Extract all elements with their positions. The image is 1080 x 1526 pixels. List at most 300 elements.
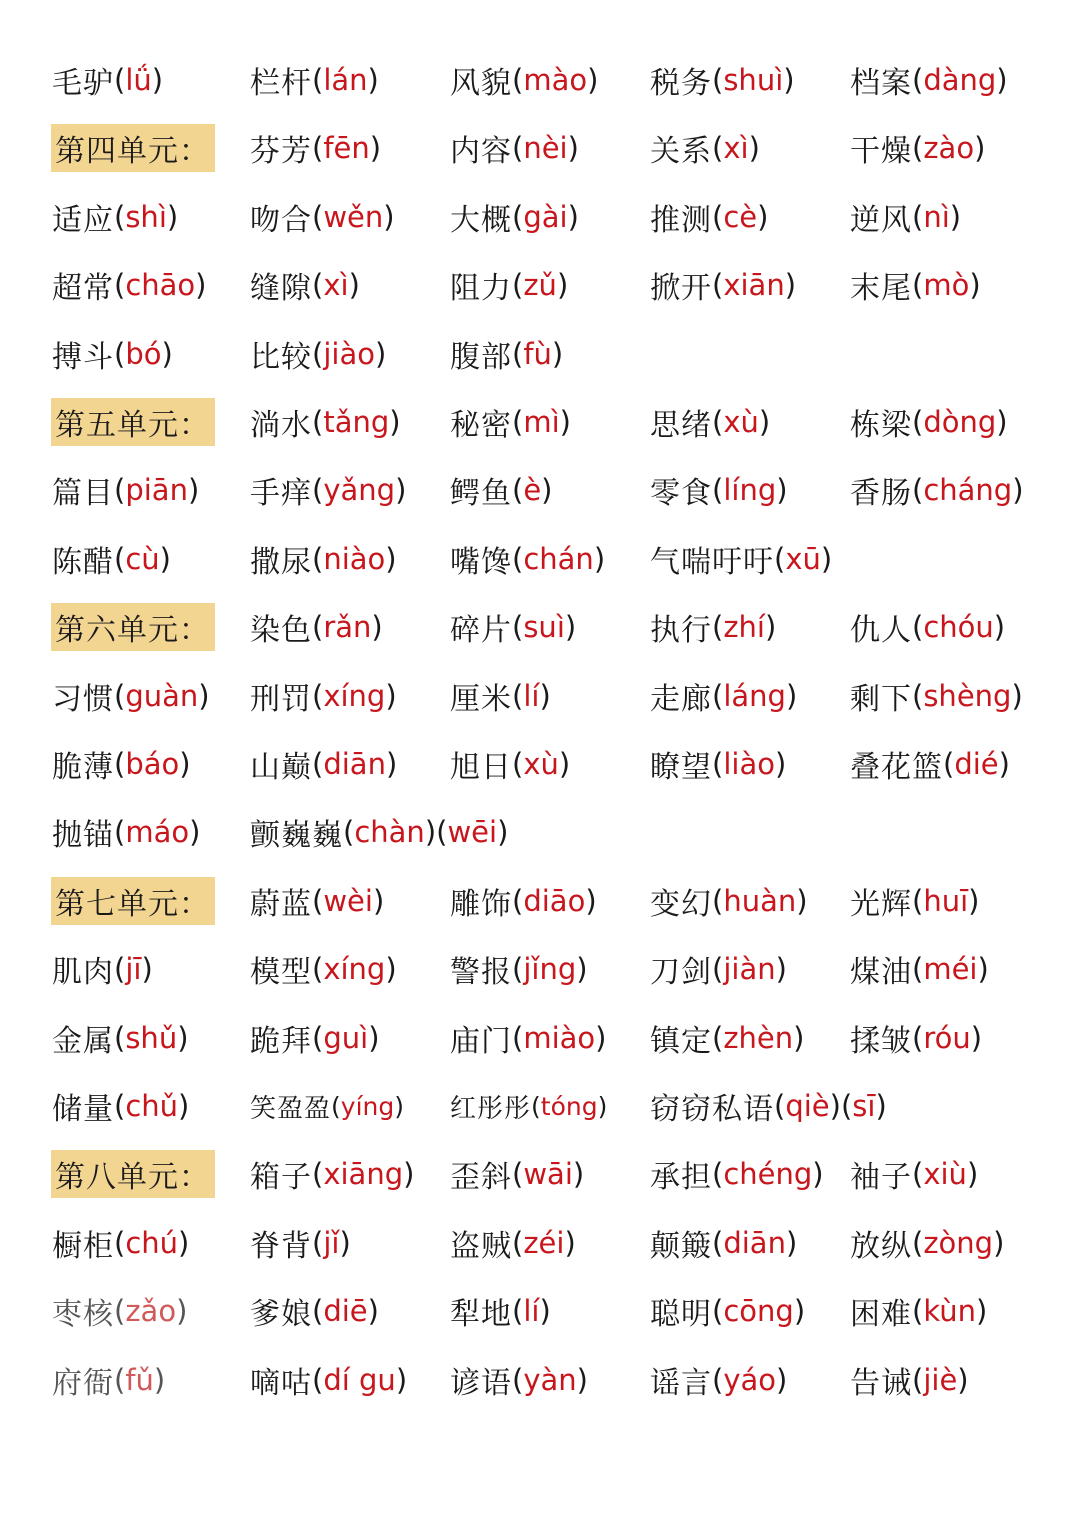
pinyin-reading: piān — [125, 473, 188, 508]
vocab-word: 盗贼 — [450, 1228, 512, 1264]
vocab-item — [250, 324, 386, 384]
open-paren: ( — [512, 678, 524, 713]
vocab-word: 金属 — [52, 1023, 114, 1059]
close-paren: ) — [539, 678, 551, 713]
pinyin-reading: dí gu — [323, 1362, 396, 1397]
vocab-word: 山巅 — [250, 750, 312, 785]
vocab-row — [0, 1281, 1080, 1341]
close-paren: ) — [976, 1294, 988, 1329]
open-paren: ( — [312, 268, 324, 303]
close-paren: ) — [187, 473, 200, 508]
close-paren: ) — [374, 336, 387, 371]
vocab-row — [0, 597, 1080, 657]
vocab-item — [250, 1076, 404, 1136]
vocab-item — [250, 1144, 414, 1204]
open-paren: ( — [712, 473, 724, 508]
close-paren: ) — [558, 747, 571, 781]
vocab-item — [450, 50, 598, 110]
pinyin-reading: fǔ — [125, 1362, 154, 1397]
vocab-row — [0, 1144, 1080, 1204]
open-paren: ( — [312, 678, 324, 713]
vocab-item — [650, 939, 787, 999]
vocab-item — [52, 1076, 189, 1136]
vocab-word: 陈醋 — [52, 544, 114, 580]
open-paren: ( — [512, 405, 524, 439]
vocab-row — [0, 50, 1080, 110]
vocab-word: 掀开 — [650, 271, 712, 307]
close-paren: ) — [161, 336, 173, 371]
close-paren: ) — [576, 952, 588, 987]
close-paren: ) — [977, 952, 989, 987]
vocab-item — [52, 802, 200, 862]
vocab-item — [650, 529, 832, 589]
open-paren: ( — [531, 1091, 541, 1121]
vocab-word: 爹娘 — [250, 1297, 312, 1333]
pinyin-reading: jiàn — [723, 952, 776, 987]
open-paren: ( — [712, 1020, 724, 1055]
vocab-word: 内容 — [450, 134, 512, 170]
close-paren: ) — [153, 1362, 166, 1397]
vocab-item — [250, 734, 397, 794]
pinyin-reading: chāo — [125, 268, 196, 303]
close-paren: ) — [556, 268, 569, 303]
open-paren: ( — [912, 952, 924, 987]
vocab-item — [250, 392, 401, 452]
vocab-item — [650, 1076, 887, 1136]
close-paren: ) — [151, 63, 164, 97]
vocab-word: 零食 — [650, 476, 712, 512]
pinyin-reading: huàn — [723, 883, 797, 918]
open-paren: ( — [312, 883, 324, 918]
close-paren: ) — [1011, 678, 1023, 713]
pinyin-reading: zéi — [523, 1225, 565, 1260]
pinyin-reading: chóu — [923, 610, 994, 645]
open-paren: ( — [312, 63, 324, 97]
open-paren: ( — [312, 1225, 324, 1260]
vocab-word: 橱柜 — [52, 1228, 114, 1264]
close-paren: ) — [189, 815, 201, 850]
close-paren: ) — [389, 405, 401, 439]
open-paren: ( — [712, 1157, 724, 1192]
vocab-item — [52, 187, 178, 247]
vocab-word: 跪拜 — [250, 1023, 312, 1059]
open-paren: ( — [312, 131, 324, 166]
open-paren: ( — [114, 1225, 126, 1260]
pinyin-reading: báo — [125, 747, 180, 781]
unit-heading: 第八单元： — [51, 1150, 215, 1198]
pinyin-reading: liào — [723, 747, 775, 781]
vocab-item — [250, 1213, 351, 1273]
close-paren: ) — [585, 883, 597, 918]
vocab-word: 歪斜 — [450, 1160, 512, 1196]
close-paren: ) — [497, 815, 509, 850]
close-paren: ) — [774, 747, 787, 781]
pinyin-reading: líng — [723, 473, 777, 508]
pinyin-reading: guì — [323, 1020, 369, 1055]
pinyin-reading: gài — [523, 199, 568, 234]
vocab-item — [250, 187, 395, 247]
pinyin-reading: wēi — [447, 815, 498, 850]
open-paren: ( — [343, 815, 355, 850]
close-paren: ) — [758, 405, 771, 439]
vocab-word: 秘密 — [450, 408, 512, 443]
pinyin-reading: chéng — [723, 1157, 813, 1192]
close-paren: ) — [776, 1362, 788, 1397]
open-paren: ( — [512, 952, 524, 987]
pinyin-reading: yáo — [723, 1362, 777, 1397]
open-paren: ( — [114, 1020, 126, 1055]
vocab-item — [650, 1350, 787, 1410]
close-paren: ) — [820, 541, 833, 576]
vocab-word: 香肠 — [850, 476, 912, 512]
pinyin-reading: dàng — [923, 63, 997, 97]
vocab-item — [52, 1350, 165, 1410]
open-paren: ( — [943, 747, 955, 781]
vocab-word: 困难 — [850, 1297, 912, 1333]
vocab-item — [650, 666, 797, 726]
close-paren: ) — [576, 1362, 588, 1397]
open-paren: ( — [512, 1362, 524, 1397]
pinyin-reading: kùn — [923, 1294, 976, 1329]
close-paren: ) — [383, 199, 395, 234]
pinyin-reading: tóng — [540, 1091, 598, 1121]
open-paren: ( — [912, 268, 924, 303]
pinyin-reading: diān — [323, 747, 386, 781]
vocab-item — [450, 118, 579, 178]
vocab-row — [0, 118, 1080, 178]
vocab-item — [850, 118, 985, 178]
open-paren: ( — [114, 678, 126, 713]
vocab-item — [250, 529, 397, 589]
open-paren: ( — [512, 63, 524, 97]
open-paren: ( — [114, 336, 126, 371]
vocab-item — [52, 734, 191, 794]
close-paren: ) — [178, 1089, 190, 1123]
pinyin-reading: yǎng — [323, 473, 396, 508]
close-paren: ) — [141, 952, 153, 987]
vocab-item — [850, 734, 1010, 794]
vocab-row — [0, 802, 1080, 862]
open-paren: ( — [712, 405, 724, 439]
vocab-word: 气喘吁吁 — [650, 544, 774, 580]
vocab-word: 栋梁 — [850, 408, 912, 443]
vocab-word: 刑罚 — [250, 681, 312, 717]
vocab-item — [250, 939, 397, 999]
vocab-item — [850, 1008, 982, 1068]
vocab-word: 逆风 — [850, 202, 912, 238]
vocab-item — [52, 255, 207, 315]
vocab-word: 府衙 — [52, 1365, 114, 1401]
pinyin-reading: xiù — [923, 1157, 967, 1192]
vocab-item — [450, 666, 551, 726]
close-paren: ) — [559, 405, 571, 439]
close-paren: ) — [159, 541, 171, 576]
open-paren: ( — [312, 1157, 324, 1192]
vocab-item — [450, 460, 553, 520]
pinyin-reading: huī — [923, 883, 969, 918]
open-paren: ( — [114, 1294, 126, 1329]
vocab-word: 脆薄 — [52, 750, 114, 785]
pinyin-reading: chán — [523, 541, 594, 576]
pinyin-reading: cè — [723, 199, 758, 234]
vocab-word: 叠花篮 — [850, 750, 943, 785]
close-paren: ) — [793, 1294, 806, 1329]
pinyin-reading: tǎng — [323, 405, 390, 439]
vocab-row — [0, 871, 1080, 931]
vocab-item — [850, 392, 1008, 452]
vocab-item — [450, 255, 568, 315]
close-paren: ) — [784, 268, 797, 303]
vocab-word: 储量 — [52, 1092, 114, 1127]
vocab-item — [650, 1008, 804, 1068]
vocab-item — [650, 255, 796, 315]
close-paren: ) — [541, 473, 553, 508]
open-paren: ( — [114, 1089, 126, 1123]
vocab-word: 笑盈盈 — [250, 1093, 332, 1124]
vocab-row — [0, 187, 1080, 247]
pinyin-reading: nèi — [523, 131, 568, 166]
pinyin-reading: mào — [523, 63, 588, 97]
open-paren: ( — [912, 473, 924, 508]
pinyin-reading: dié — [954, 747, 999, 781]
pinyin-reading: è — [523, 473, 542, 508]
vocab-item — [450, 939, 588, 999]
vocab-word: 嘀咕 — [250, 1365, 312, 1401]
vocab-word: 走廊 — [650, 681, 712, 717]
close-paren: ) — [587, 63, 599, 97]
pinyin-reading: lán — [323, 63, 368, 97]
close-paren: ) — [765, 610, 777, 645]
vocab-row — [0, 1213, 1080, 1273]
open-paren: ( — [712, 1294, 724, 1329]
open-paren: ( — [712, 1225, 724, 1260]
vocab-row — [0, 529, 1080, 589]
open-paren: ( — [512, 473, 524, 508]
open-paren: ( — [114, 63, 126, 97]
open-paren: ( — [114, 747, 126, 781]
close-paren: ) — [595, 1020, 607, 1055]
vocab-word: 煤油 — [850, 955, 912, 991]
pinyin-reading: xíng — [323, 678, 386, 713]
vocab-word: 鳄鱼 — [450, 476, 512, 512]
vocab-item — [250, 871, 384, 931]
pinyin-reading: chǔ — [125, 1089, 179, 1123]
close-paren: ) — [968, 883, 980, 918]
vocab-item — [650, 460, 788, 520]
vocab-word: 嘴馋 — [450, 544, 512, 580]
pinyin-reading: yíng — [340, 1091, 395, 1121]
vocab-item — [52, 50, 163, 110]
close-paren: ) — [394, 1091, 405, 1121]
close-paren: ) — [593, 541, 606, 576]
pinyin-reading: máo — [125, 815, 190, 850]
pinyin-reading: diāo — [523, 883, 586, 918]
vocab-word: 雕饰 — [450, 886, 512, 922]
open-paren: ( — [312, 1362, 324, 1397]
vocab-item — [250, 802, 508, 862]
pinyin-reading: nì — [923, 199, 950, 234]
close-paren: ) — [966, 1157, 979, 1192]
pinyin-reading: chàn — [354, 815, 425, 850]
close-paren: ) — [424, 815, 437, 850]
open-paren: ( — [774, 1089, 786, 1123]
pinyin-reading: jiè — [923, 1362, 958, 1397]
open-paren: ( — [912, 1225, 924, 1260]
close-paren: ) — [572, 1157, 585, 1192]
pinyin-reading: shuì — [723, 63, 784, 97]
vocab-item — [850, 255, 981, 315]
close-paren: ) — [348, 268, 360, 303]
vocab-item — [650, 50, 795, 110]
vocab-item — [450, 1008, 606, 1068]
vocab-item — [250, 597, 383, 657]
open-paren: ( — [712, 1362, 724, 1397]
pinyin-reading: cōng — [723, 1294, 794, 1329]
vocab-word: 比较 — [250, 339, 312, 375]
open-paren: ( — [912, 131, 924, 166]
vocab-word: 芬芳 — [250, 134, 312, 170]
unit-heading: 第六单元： — [51, 603, 215, 651]
vocab-item — [850, 597, 1005, 657]
vocab-item — [650, 392, 770, 452]
vocab-word: 仇人 — [850, 613, 912, 649]
vocab-word: 推测 — [650, 202, 712, 238]
vocab-word: 谣言 — [650, 1365, 712, 1401]
pinyin-reading: lí — [523, 1294, 540, 1329]
pinyin-reading: jǐng — [523, 952, 577, 987]
vocab-row — [0, 392, 1080, 452]
pinyin-reading: zǎo — [125, 1294, 177, 1329]
vocab-item — [650, 597, 776, 657]
close-paren: ) — [385, 952, 397, 987]
vocab-row — [0, 255, 1080, 315]
vocab-word: 栏杆 — [250, 66, 312, 101]
vocab-word: 刀剑 — [650, 955, 712, 991]
vocab-item — [650, 118, 760, 178]
close-paren: ) — [993, 1225, 1005, 1260]
close-paren: ) — [385, 747, 398, 781]
vocab-word: 枣核 — [52, 1297, 114, 1333]
open-paren: ( — [712, 268, 724, 303]
close-paren: ) — [564, 1225, 576, 1260]
close-paren: ) — [195, 268, 207, 303]
close-paren: ) — [403, 1157, 415, 1192]
pinyin-reading: shǔ — [125, 1020, 178, 1055]
open-paren: ( — [312, 199, 324, 234]
vocab-word: 犁地 — [450, 1297, 512, 1333]
vocab-item — [850, 460, 1024, 520]
close-paren: ) — [368, 1020, 380, 1055]
pinyin-reading: jiào — [323, 336, 375, 371]
pinyin-reading: shì — [125, 199, 167, 234]
open-paren: ( — [912, 1294, 924, 1329]
vocab-item — [250, 460, 406, 520]
pinyin-reading: xū — [785, 541, 821, 576]
pinyin-reading: láng — [723, 678, 786, 713]
vocab-word: 阻力 — [450, 271, 512, 307]
open-paren: ( — [312, 541, 324, 576]
vocab-item — [450, 871, 597, 931]
vocab-item — [850, 1350, 969, 1410]
vocab-word: 揉皱 — [850, 1023, 912, 1059]
open-paren: ( — [114, 541, 126, 576]
close-paren: ) — [367, 63, 379, 97]
close-paren: ) — [748, 131, 760, 166]
open-paren: ( — [312, 473, 324, 508]
vocab-word: 窃窃私语 — [650, 1092, 774, 1127]
pinyin-reading: zhí — [723, 610, 765, 645]
vocab-word: 庙门 — [450, 1023, 512, 1059]
open-paren: ( — [114, 199, 126, 234]
pinyin-reading: yàn — [523, 1362, 577, 1397]
open-paren: ( — [312, 1294, 324, 1329]
close-paren: ) — [179, 747, 191, 781]
open-paren: ( — [114, 952, 126, 987]
open-paren: ( — [114, 268, 126, 303]
vocab-word: 缝隙 — [250, 271, 312, 307]
close-paren: ) — [998, 747, 1010, 781]
vocab-word: 模型 — [250, 955, 312, 991]
open-paren: ( — [912, 678, 924, 713]
vocab-word: 颠簸 — [650, 1228, 712, 1264]
vocab-word: 毛驴 — [52, 66, 114, 101]
close-paren: ) — [166, 199, 179, 234]
pinyin-reading: jī — [125, 952, 142, 987]
vocab-word: 剩下 — [850, 681, 912, 717]
vocab-word: 手痒 — [250, 476, 312, 512]
vocab-word: 警报 — [450, 955, 512, 991]
vocab-word: 撒尿 — [250, 544, 312, 580]
close-paren: ) — [551, 336, 564, 371]
close-paren: ) — [957, 1362, 969, 1397]
open-paren: ( — [512, 336, 524, 371]
pinyin-reading: chú — [125, 1225, 179, 1260]
open-paren: ( — [712, 952, 724, 987]
pinyin-reading: guàn — [125, 678, 199, 713]
vocab-word: 大概 — [450, 202, 512, 238]
open-paren: ( — [312, 747, 324, 781]
close-paren: ) — [970, 1020, 983, 1055]
vocab-word: 瞭望 — [650, 750, 712, 785]
vocab-item — [650, 187, 768, 247]
pinyin-reading: wāi — [523, 1157, 573, 1192]
vocab-word: 肌肉 — [52, 955, 114, 991]
vocab-item — [250, 50, 379, 110]
open-paren: ( — [512, 541, 524, 576]
unit-heading: 第四单元： — [51, 124, 215, 172]
open-paren: ( — [512, 131, 524, 166]
close-paren: ) — [567, 131, 579, 166]
vocab-item — [450, 187, 579, 247]
vocab-word: 末尾 — [850, 271, 912, 307]
unit-heading: 第七单元： — [51, 877, 215, 925]
pinyin-reading: mò — [923, 268, 970, 303]
vocab-word: 腹部 — [450, 339, 512, 375]
vocab-item — [450, 1350, 588, 1410]
close-paren: ) — [996, 405, 1008, 439]
pinyin-reading: wèi — [323, 883, 373, 918]
vocab-item — [450, 324, 563, 384]
close-paren: ) — [969, 268, 981, 303]
open-paren: ( — [436, 815, 448, 850]
close-paren: ) — [875, 1089, 887, 1123]
pinyin-reading: zhèn — [723, 1020, 794, 1055]
open-paren: ( — [712, 678, 724, 713]
open-paren: ( — [840, 1089, 853, 1123]
pinyin-reading: cù — [125, 541, 160, 576]
pinyin-reading: jǐ — [323, 1225, 340, 1260]
vocab-item — [52, 529, 171, 589]
